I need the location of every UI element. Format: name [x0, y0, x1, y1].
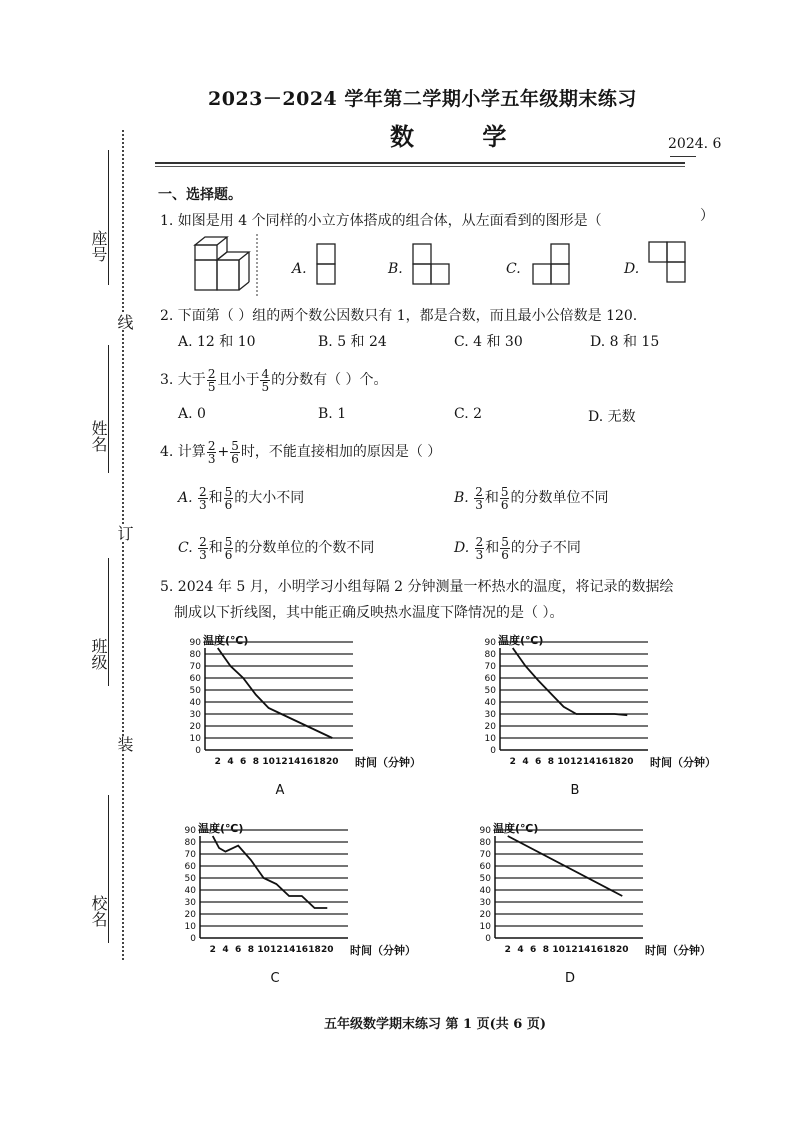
chart-xtick: 12: [565, 945, 578, 955]
chart-ytick: 80: [484, 650, 496, 660]
date-underline: [670, 156, 696, 157]
chart-xtick: 18: [313, 757, 326, 767]
school-underline: [108, 795, 109, 943]
q2-option-a: A. 12 和 10: [178, 334, 256, 350]
q3-fraction-2: $\frac{4}{5}$: [261, 366, 270, 394]
chart-ytick: 30: [184, 898, 196, 908]
q2-option-c: C. 4 和 30: [454, 334, 523, 350]
chart-xtick: 10: [262, 757, 275, 767]
chart-xtick: 16: [590, 945, 604, 955]
chart-xtick: 10: [552, 945, 565, 955]
chart-xlabel: 时间（分钟）: [355, 756, 421, 769]
q1-close: ）: [700, 208, 714, 224]
chart-xtick: 12: [275, 757, 288, 767]
chart-series-line: [218, 648, 333, 738]
binding-dotted-line: [122, 130, 124, 960]
chart-ytick: 50: [189, 686, 201, 696]
chart-xtick: 2: [509, 757, 516, 767]
chart-xtick: 6: [240, 757, 247, 767]
chart-ytick: 60: [189, 674, 201, 684]
q4-option-b: B. $\frac{2}{3}$ 和 $\frac{5}{6}$ 的分数单位不同: [454, 484, 609, 512]
q2-option-d: D. 8 和 15: [590, 334, 660, 350]
q4-option-d: D. $\frac{2}{3}$ 和 $\frac{5}{6}$ 的分子不同: [454, 534, 581, 562]
chart-ytick: 10: [189, 734, 201, 744]
chart-ytick: 40: [184, 886, 196, 896]
chart-xtick: 4: [227, 757, 234, 767]
header-rule-2: [155, 166, 685, 167]
chart-xtick: 18: [608, 757, 621, 767]
chart-xtick: 8: [247, 945, 255, 955]
q5-line1: 5. 2024 年 5 月，小明学习小组每隔 2 分钟测量一杯热水的温度，将记录的数据绘: [160, 579, 674, 595]
chart-xtick: 2: [504, 945, 511, 955]
q1-option-c: C.: [506, 261, 521, 277]
q1-option-b-shape: [413, 244, 431, 264]
name-underline: [108, 345, 109, 473]
chart-ytick: 30: [484, 710, 496, 720]
chart-ytick: 20: [484, 722, 496, 732]
exam-title: 2023－2024 学年第二学期小学五年级期末练习: [208, 88, 637, 110]
chart-xtick: 6: [535, 757, 542, 767]
chart-xtick: 2: [214, 757, 221, 767]
q1-option-a: A.: [292, 261, 307, 277]
chart-panel-label: A: [275, 783, 285, 798]
q1-option-d: D.: [624, 261, 640, 277]
chart-ytick: 80: [189, 650, 201, 660]
name-label: 姓名: [89, 420, 108, 452]
chart-c: [170, 818, 416, 993]
chart-ytick: 50: [479, 874, 491, 884]
chart-ytick: 0: [195, 746, 201, 756]
q1-option-b: B.: [388, 261, 403, 277]
chart-ytick: 90: [184, 826, 196, 836]
chart-ytick: 50: [484, 686, 496, 696]
chart-a: [175, 630, 421, 800]
chart-ytick: 40: [479, 886, 491, 896]
chart-xtick: 8: [542, 945, 550, 955]
chart-ytick: 30: [189, 710, 201, 720]
chart-xlabel: 时间（分钟）: [645, 944, 711, 957]
q3-fraction-1: $\frac{2}{5}$: [207, 366, 216, 394]
chart-ytick: 70: [184, 850, 196, 860]
chart-ytick: 0: [485, 934, 491, 944]
chart-xlabel: 时间（分钟）: [350, 944, 416, 957]
q3-stem: [160, 366, 388, 394]
zhuang-char: 装: [115, 736, 134, 752]
q3-option-a: A. 0: [178, 406, 206, 422]
chart-ytick: 10: [484, 734, 496, 744]
q3-option-d: D. 无数: [588, 409, 636, 425]
chart-xtick: 14: [577, 945, 591, 955]
chart-ytick: 70: [484, 662, 496, 672]
chart-xtick: 16: [595, 757, 609, 767]
chart-xtick: 12: [270, 945, 283, 955]
chart-xlabel: 时间（分钟）: [650, 756, 716, 769]
chart-ytick: 0: [190, 934, 196, 944]
chart-ytick: 90: [484, 638, 496, 648]
chart-xtick: 12: [570, 757, 583, 767]
chart-ytick: 0: [490, 746, 496, 756]
chart-ytick: 90: [189, 638, 201, 648]
page-footer: 五年级数学期末练习 第 1 页(共 6 页): [324, 1017, 547, 1032]
chart-xtick: 14: [282, 945, 296, 955]
q4-option-a: A. $\frac{2}{3}$ 和 $\frac{5}{6}$ 的大小不同: [178, 484, 305, 512]
chart-ytick: 10: [184, 922, 196, 932]
chart-series-line: [513, 648, 628, 715]
class-label: 班级: [89, 638, 108, 670]
q3-prefix: 3. 大于: [160, 372, 206, 388]
chart-xtick: 16: [300, 757, 314, 767]
exam-date: 2024. 6: [668, 136, 722, 152]
subject-title: 数 学: [390, 122, 537, 151]
chart-ytick: 20: [479, 910, 491, 920]
chart-ytick: 60: [484, 674, 496, 684]
chart-ytick: 50: [184, 874, 196, 884]
chart-xtick: 20: [621, 757, 634, 767]
chart-ylabel: 温度(℃): [198, 822, 244, 835]
chart-xtick: 14: [287, 757, 301, 767]
chart-xtick: 18: [308, 945, 321, 955]
q1-option-a-shape: [317, 244, 335, 264]
chart-xtick: 18: [603, 945, 616, 955]
chart-xtick: 8: [547, 757, 555, 767]
line-char: 线: [115, 314, 134, 330]
header-rule: [155, 162, 685, 164]
chart-ytick: 60: [479, 862, 491, 872]
chart-ytick: 40: [189, 698, 201, 708]
chart-ytick: 20: [189, 722, 201, 732]
chart-xtick: 14: [582, 757, 596, 767]
chart-xtick: 2: [209, 945, 216, 955]
chart-xtick: 10: [557, 757, 570, 767]
q3-suffix: 的分数有（ ）个。: [271, 372, 388, 388]
chart-panel-label: B: [570, 783, 580, 798]
bind-char: 订: [115, 525, 134, 541]
q4-stem: 4. 计算 $\frac{2}{3}$ + $\frac{5}{6}$ 时，不能直接相加的原因是（ ）: [160, 438, 442, 466]
q3-mid: 且小于: [217, 372, 260, 388]
chart-b: [470, 630, 716, 800]
q1-text: 1. 如图是用 4 个同样的小立方体搭成的组合体，从左面看到的图形是（: [160, 213, 602, 229]
chart-ytick: 80: [479, 838, 491, 848]
chart-panel-label: D: [564, 971, 576, 986]
q3-option-c: C. 2: [454, 406, 483, 422]
chart-ytick: 30: [479, 898, 491, 908]
seat-underline: [108, 150, 109, 285]
chart-ytick: 80: [184, 838, 196, 848]
chart-xtick: 4: [222, 945, 229, 955]
chart-ytick: 70: [189, 662, 201, 672]
chart-ytick: 40: [484, 698, 496, 708]
q5-line2: 制成以下折线图，其中能正确反映热水温度下降情况的是（ ）。: [174, 605, 564, 621]
chart-xtick: 16: [295, 945, 309, 955]
cube-solid: [195, 237, 249, 290]
q2-option-b: B. 5 和 24: [318, 334, 387, 350]
chart-xtick: 6: [235, 945, 242, 955]
chart-ytick: 90: [479, 826, 491, 836]
chart-ytick: 60: [184, 862, 196, 872]
q3-option-b: B. 1: [318, 406, 347, 422]
section-heading: 一、选择题。: [158, 187, 242, 203]
chart-xtick: 10: [257, 945, 270, 955]
chart-xtick: 20: [326, 757, 339, 767]
chart-panel-label: C: [270, 971, 280, 986]
chart-ylabel: 温度(℃): [203, 634, 249, 647]
q2-text: 2. 下面第（ ）组的两个数公因数只有 1，都是合数，而且最小公倍数是 120.: [160, 308, 638, 324]
q1-option-d-shape: [649, 242, 667, 262]
chart-ylabel: 温度(℃): [498, 634, 544, 647]
chart-xtick: 4: [522, 757, 529, 767]
q1-option-c-shape: [551, 244, 569, 264]
chart-series-line: [213, 836, 328, 908]
q4-option-c: C. $\frac{2}{3}$ 和 $\frac{5}{6}$ 的分数单位的个数不同: [178, 534, 375, 562]
seat-label: 座号: [89, 230, 108, 262]
chart-ytick: 20: [184, 910, 196, 920]
chart-ytick: 10: [479, 922, 491, 932]
school-label: 校名: [89, 895, 108, 927]
chart-xtick: 8: [252, 757, 260, 767]
chart-ylabel: 温度(℃): [493, 822, 539, 835]
chart-xtick: 4: [517, 945, 524, 955]
chart-xtick: 20: [616, 945, 629, 955]
class-underline: [108, 558, 109, 686]
chart-xtick: 20: [321, 945, 334, 955]
chart-ytick: 70: [479, 850, 491, 860]
chart-xtick: 6: [530, 945, 537, 955]
chart-d: [465, 818, 711, 993]
